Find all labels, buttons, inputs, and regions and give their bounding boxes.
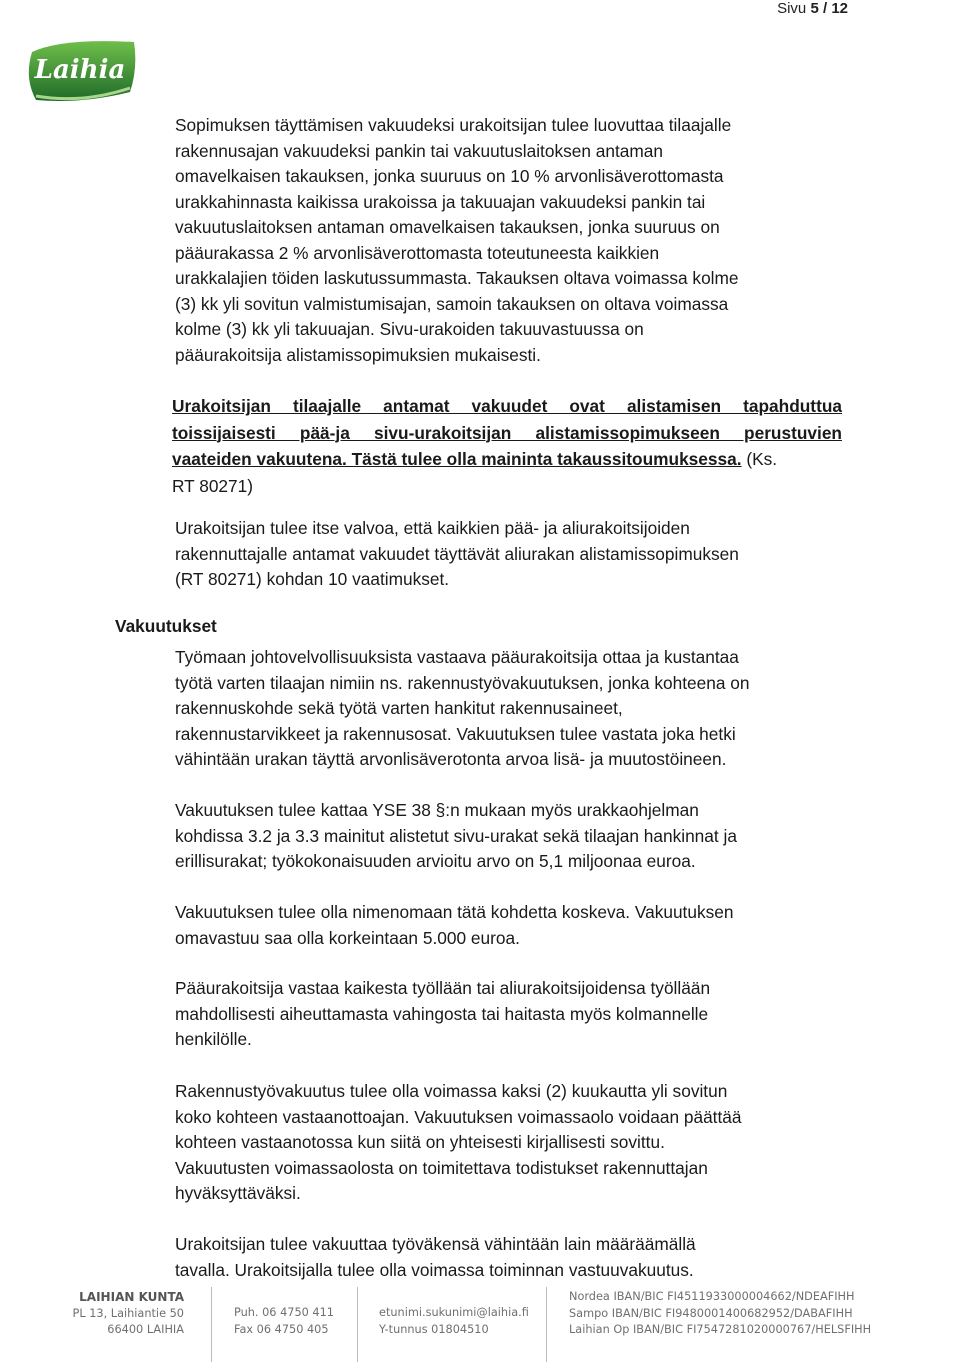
footer-phone: Puh. 06 4750 411 <box>234 1306 334 1319</box>
text-line: Työmaan johtovelvollisuuksista vastaava pääurakoitsija ottaa ja kustantaa <box>175 647 739 667</box>
emphasis-line: toissijaisesti pää-ja sivu-urakoitsijan alistamissopimukseen perustuvien <box>172 422 842 443</box>
footer-divider <box>211 1287 212 1362</box>
emphasis-line: Urakoitsijan tilaajalle antamat vakuudet ovat alistamisen tapahduttua <box>172 396 842 416</box>
text-line: Rakennustyövakuutus tulee olla voimassa kaksi (2) kuukautta yli sovitun <box>175 1081 728 1101</box>
footer-divider <box>357 1287 358 1362</box>
footer-divider <box>546 1287 547 1362</box>
text-line: kolme (3) kk yli takuuajan. Sivu-urakoiden takuuvastuussa on <box>175 319 644 339</box>
footer-business-id: Y-tunnus 01804510 <box>379 1322 489 1336</box>
text-line: kohteen vastaanotossa kun siitä on yhteisesti kirjallisesti sovittu. <box>175 1132 665 1152</box>
text-line: rakennustarvikkeet ja rakennusosat. Vakuutuksen tulee vastata joka hetki <box>175 723 736 744</box>
paragraph-subsidiary-guarantee <box>172 393 842 499</box>
text-line: Urakoitsijan tulee vakuuttaa työväkensä vähintään lain määräämällä <box>175 1234 696 1254</box>
laihia-logo <box>22 38 138 104</box>
text-line: Vakuutuksen tulee kattaa YSE 38 §:n mukaan myös urakkaohjelman <box>175 800 699 820</box>
page-current: 5 <box>810 0 819 17</box>
footer-bank-nordea: Nordea IBAN/BIC FI4511933000004662/NDEAFIHH <box>569 1290 855 1303</box>
paragraph-supervision <box>175 516 865 593</box>
footer-fax: Fax 06 4750 405 <box>234 1322 329 1336</box>
text-line: urakkahinnasta kaikissa urakoissa ja takuuajan vakuudeksi pankin tai <box>175 191 706 212</box>
text-line: rakennusajan vakuudeksi pankin tai vakuutuslaitoksen antaman <box>175 140 664 161</box>
text-line: erillisurakat; työkokonaisuuden arvioitu arvo on 5,1 miljoonaa euroa. <box>175 851 696 871</box>
page-separator: / <box>822 0 828 17</box>
text-line: tavalla. Urakoitsijalla tulee olla voimassa toiminnan vastuuvakuutus. <box>175 1259 694 1280</box>
paragraph-liability <box>175 976 865 1053</box>
text-line: pääurakoitsija alistamissopimuksien mukaisesti. <box>175 344 541 365</box>
emphasis-line: vaateiden vakuutena. Tästä tulee olla maininta takaussitoumuksessa. <box>172 449 742 469</box>
text-line: Urakoitsijan tulee itse valvoa, että kaikkien pää- ja aliurakoitsijoiden <box>175 518 690 538</box>
text-line: hyväksyttäväksi. <box>175 1183 301 1203</box>
text-line: kohdissa 3.2 ja 3.3 mainitut alistetut sivu-urakat sekä tilaajan hankinnat ja <box>175 825 737 846</box>
paragraph-construction-insurance <box>175 645 865 773</box>
text-line: Sopimuksen täyttämisen vakuudeksi urakoitsijan tulee luovuttaa tilaajalle <box>175 115 732 135</box>
footer-org-name: LAIHIAN KUNTA <box>79 1290 184 1304</box>
page-number <box>777 0 848 17</box>
text-line: Vakuutusten voimassaolosta on toimitettava todistukset rakennuttajan <box>175 1157 708 1178</box>
text-line: urakkalajien töiden laskutussummasta. Takauksen oltava voimassa kolme <box>175 268 739 288</box>
text-line: vakuutuslaitoksen antaman omavelkaisen takauksen, jonka suuruus on <box>175 217 720 237</box>
text-line: vähintään urakan täyttä arvonlisäverotonta arvoa lisä- ja muutostöineen. <box>175 749 727 769</box>
footer <box>0 1285 960 1362</box>
text-line: rakennuskohde sekä työtä varten hankitut rakennusaineet, <box>175 698 623 718</box>
text-line: Vakuutuksen tulee olla nimenomaan tätä kohdetta koskeva. Vakuutuksen <box>175 902 734 922</box>
footer-address-line: PL 13, Laihiantie 50 <box>72 1306 184 1320</box>
footer-phone-fax <box>234 1305 334 1338</box>
text-line: rakennuttajalle antamat vakuudet täyttävät aliurakan alistamissopimuksen <box>175 543 739 564</box>
text-line: työtä varten tilaajan nimiin ns. rakennustyövakuutuksen, jonka kohteena on <box>175 672 750 693</box>
paragraph-guarantee <box>175 113 865 368</box>
footer-postal-line: 66400 LAIHIA <box>107 1323 184 1336</box>
paragraph-validity <box>175 1079 865 1207</box>
reference-text: (Ks. <box>746 449 778 469</box>
reference-text: RT 80271) <box>172 475 254 496</box>
text-line: Pääurakoitsija vastaa kaikesta työllään tai aliurakoitsijoidensa työllään <box>175 978 711 998</box>
footer-email: etunimi.sukunimi@laihia.fi <box>379 1306 529 1319</box>
text-line: koko kohteen vastaanottoajan. Vakuutuksen voimassaolo voidaan päättää <box>175 1106 742 1127</box>
paragraph-deductible <box>175 900 865 951</box>
text-line: pääurakassa 2 % arvonlisäverottomasta toteutuneesta kaikkien <box>175 242 660 263</box>
footer-bank-op: Laihian Op IBAN/BIC FI7547281020000767/HELSFIHH <box>569 1323 872 1336</box>
paragraph-worker-insurance <box>175 1232 865 1283</box>
text-line: (3) kk yli sovitun valmistumisajan, samoin takauksen on oltava voimassa <box>175 293 729 314</box>
page-label: Sivu <box>777 0 807 17</box>
footer-contact <box>379 1305 529 1338</box>
text-line: henkilölle. <box>175 1029 252 1049</box>
section-heading-insurance: Vakuutukset <box>115 616 217 636</box>
text-line: (RT 80271) kohdan 10 vaatimukset. <box>175 569 450 589</box>
page-total: 12 <box>831 0 848 17</box>
logo-text: Laihia <box>34 55 126 85</box>
footer-bank-sampo: Sampo IBAN/BIC FI9480001400682952/DABAFIHH <box>569 1306 853 1320</box>
text-line: mahdollisesti aiheuttamasta vahingosta tai haitasta myös kolmannelle <box>175 1003 709 1024</box>
text-line: omavastuu saa olla korkeintaan 5.000 euroa. <box>175 927 520 948</box>
paragraph-coverage <box>175 798 865 875</box>
text-line: omavelkaisen takauksen, jonka suuruus on 10 % arvonlisäverottomasta <box>175 166 724 186</box>
footer-bank-accounts <box>569 1289 871 1339</box>
footer-address <box>73 1289 184 1339</box>
